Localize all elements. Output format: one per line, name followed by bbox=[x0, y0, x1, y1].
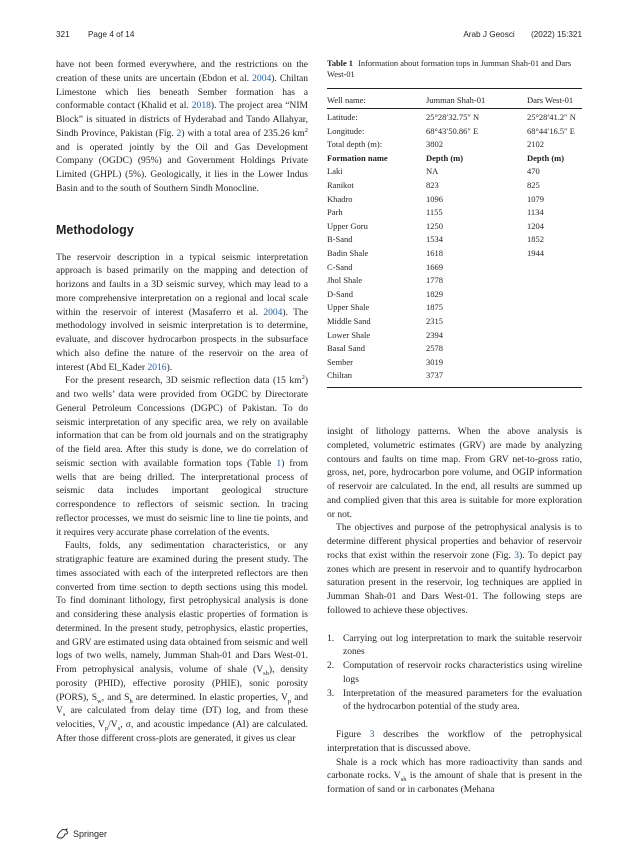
table-cell: 1669 bbox=[426, 261, 443, 272]
paragraph-right-2: The objectives and purpose of the petrophysical analysis is to determine different physical properties and behavior of reservoir rocks that exist within the reservoir zone (Fig. 3). To depict pay zones which are present in reservoir and to quantify hydrocarbon saturation present in the reservoir, log techniques are applied in Jumman Shah-01 and Dars West-01. The following steps are followed to achieve these objectives. bbox=[327, 522, 583, 616]
table-cell: 1944 bbox=[527, 247, 544, 258]
table-cell: Ranikot bbox=[327, 179, 354, 190]
table-cell: 68°44′16.5″ E bbox=[527, 125, 575, 136]
left-column bbox=[56, 58, 308, 746]
table-cell: 2394 bbox=[426, 329, 443, 340]
citation: (2022) 15:321 bbox=[531, 30, 582, 39]
table-row bbox=[327, 261, 582, 275]
table-cell: C-Sand bbox=[327, 261, 353, 272]
table-link[interactable]: 1 bbox=[276, 457, 282, 469]
paragraph-methodology-3: Faults, folds, any sedimentation characteristics, or any stratigraphic feature are examined during the present study. The times associated with each of the interpreted reflectors are then converted from time section to depth sections using this model. To find dominant lithology, first petrophysical analysis is done and considering these analysis elastic properties of formation is determined. In the present study, petrophysics, elastic properties, and GRV are estimated using data obtained from seismic and well logs of two wells, namely, Jumman Shah-01 and Dars West-01. From petrophysical analysis, volume of shale $(V_{sh})$, density porosity (PHID), effective porosity (PHIE), sonic porosity (PORS), $S_w$, and $S_h$ are determined. In elastic properties, $V_p$ and $V_s$ are calculated from delay time (DT) log, and from these velocities, $V_p/V_s$, σ, and acoustic impedance (AI) are calculated. After those different cross-plots are generated, it gives us clear bbox=[56, 540, 309, 744]
table-cell: Upper Goru bbox=[327, 220, 368, 231]
section-heading-methodology: Methodology bbox=[56, 222, 134, 237]
table-cell: 1618 bbox=[426, 247, 443, 258]
objectives-list bbox=[327, 632, 582, 715]
paragraph-right-4: Shale is a rock which has more radioactivity than sands and carbonate rocks. $V_{sh}$ is the amount of shale that is present in the formation of sand or in carbonates (Mehana bbox=[327, 756, 582, 795]
table-row bbox=[327, 342, 582, 356]
table-cell: Khadro bbox=[327, 193, 353, 204]
table-row bbox=[327, 179, 582, 193]
table-row bbox=[327, 220, 582, 234]
table-row bbox=[327, 315, 582, 329]
table-cell: NA bbox=[426, 166, 439, 177]
table-cell bbox=[527, 288, 582, 302]
table-cell: 68°43′50.86″ E bbox=[426, 125, 479, 136]
table-row bbox=[327, 274, 582, 288]
table-cell: 25°28′32.75″ N bbox=[426, 112, 480, 122]
table-cell: 1155 bbox=[426, 207, 443, 218]
table-row bbox=[327, 193, 582, 207]
table-cell: 825 bbox=[527, 179, 540, 190]
table-cell: 823 bbox=[426, 179, 439, 190]
publisher-name: Springer bbox=[73, 828, 108, 839]
table-cell bbox=[527, 261, 582, 275]
table-caption-text: Information about formation tops in Jumman Shah-01 and Dars West-01 bbox=[327, 59, 572, 79]
table-cell: Middle Sand bbox=[327, 315, 371, 326]
table-row bbox=[327, 288, 582, 302]
table-cell: 1534 bbox=[426, 234, 443, 245]
table-row bbox=[327, 369, 582, 383]
page-of: Page 4 of 14 bbox=[87, 30, 135, 39]
table-cell bbox=[527, 329, 582, 343]
publisher-footer bbox=[56, 828, 107, 839]
table-cell bbox=[527, 342, 582, 356]
table-cell: 3737 bbox=[426, 370, 443, 381]
table-cell: 1204 bbox=[527, 220, 544, 231]
table-cell: Badin Shale bbox=[327, 247, 369, 258]
table-cell: Jhol Shale bbox=[327, 275, 363, 286]
table-cell: D-Sand bbox=[327, 288, 353, 299]
figure-link[interactable]: 2 bbox=[176, 127, 182, 139]
table-cell: 1829 bbox=[426, 288, 443, 299]
table-cell: 2578 bbox=[426, 343, 443, 354]
table-formation-rows bbox=[327, 165, 582, 383]
table-row bbox=[327, 206, 582, 220]
table-info-row bbox=[327, 138, 582, 152]
list-number: 3. bbox=[327, 687, 335, 699]
list-text: Carrying out log interpretation to mark the suitable reservoir zones bbox=[343, 632, 582, 658]
table-cell: 3019 bbox=[426, 356, 443, 367]
ref-link[interactable]: 2004 bbox=[263, 306, 283, 318]
table-row bbox=[327, 329, 582, 343]
table-cell: Basal Sand bbox=[327, 343, 366, 354]
paragraph-right-1: insight of lithology patterns. When the above analysis is completed, volumetric estimates (GRV) are made by analyzing contours and faults on time map. From GRV net-to-gross ratio, gross, net, pore, hydrocarbon pore volume, and OGIP information of reservoir are calculated. In the end, all results are summed up and complied given that this area is suitable for more exploration or not. bbox=[327, 426, 582, 520]
table-info-row bbox=[327, 125, 582, 139]
table-header-row: Well name: Jumman Shah-01 Dars West-01 bbox=[327, 93, 582, 109]
table-info-row bbox=[327, 111, 582, 125]
table-cell bbox=[527, 301, 582, 315]
table-cell: 1134 bbox=[527, 207, 544, 218]
table-cell: Chiltan bbox=[327, 370, 353, 381]
table-1 bbox=[327, 58, 582, 388]
table-cell bbox=[527, 356, 582, 370]
paragraph-right-3: Figure 3 describes the workflow of the petrophysical interpretation that is discussed above. bbox=[327, 729, 583, 754]
list-item bbox=[327, 659, 582, 687]
table-cell: Sember bbox=[327, 356, 353, 367]
springer-horse-icon bbox=[56, 828, 69, 839]
table-cell bbox=[527, 369, 582, 383]
table-cell: Latitude: bbox=[327, 112, 358, 122]
ref-link[interactable]: 2018 bbox=[191, 100, 211, 112]
list-item bbox=[327, 632, 582, 660]
table-cell: 1096 bbox=[426, 193, 443, 204]
table-cell: Total depth (m): bbox=[327, 139, 383, 150]
table-cell: Lower Shale bbox=[327, 329, 371, 340]
ref-link[interactable]: 2016 bbox=[147, 361, 167, 373]
table-cell: 1852 bbox=[527, 234, 544, 245]
table-cell bbox=[527, 315, 582, 329]
table-row bbox=[327, 356, 582, 370]
table-info-rows bbox=[327, 111, 582, 152]
table-cell: 3802 bbox=[426, 139, 443, 150]
journal-name: Arab J Geosci bbox=[463, 30, 515, 39]
list-text: Interpretation of the measured parameters for the evaluation of the hydrocarbon potential of the study area. bbox=[343, 687, 582, 713]
table-cell: 2102 bbox=[527, 139, 544, 150]
table-body bbox=[327, 88, 582, 388]
header-left bbox=[56, 30, 150, 39]
table-row bbox=[327, 247, 582, 261]
table-cell bbox=[527, 274, 582, 288]
table-cell: 1778 bbox=[426, 275, 443, 286]
table-cell: 2315 bbox=[426, 315, 443, 326]
table-label: Table 1 bbox=[327, 59, 353, 68]
list-number: 2. bbox=[327, 660, 335, 671]
header-right bbox=[449, 30, 582, 39]
table-subheader-row: Formation name Depth (m) Depth (m) bbox=[327, 152, 565, 163]
table-cell: B-Sand bbox=[327, 234, 353, 245]
table-row bbox=[327, 165, 582, 179]
table-cell: 470 bbox=[527, 166, 540, 177]
figure-link[interactable]: 3 bbox=[369, 729, 375, 740]
ref-link[interactable]: 2004 bbox=[252, 72, 272, 84]
table-cell: 25°28′41.2″ N bbox=[527, 112, 576, 122]
table-cell: 1079 bbox=[527, 193, 544, 204]
paragraph-intro-continued: have not been formed everywhere, and the restrictions on the creation of these units are uncertain (Ebdon et al. 2004). Chiltan Limestone which lies beneath Sember formation has a conformable contact (Khalid et al. 2018). The project area “NIM Block” is situated in districts of Hyderabad and Tando Allahyar, Sindh Province, Pakistan (Fig. 2) with a total area of 235.26 $km^2$ and is operated jointly by the Oil and Gas Development Company (OGDC) (95%) and Government Holdings Private Limited (GHPL) (5%). Geologically, it lies in the Lower Indus Basin and to the south of Southern Sindh Monocline. bbox=[56, 59, 308, 194]
table-row bbox=[327, 301, 582, 315]
table-caption bbox=[327, 58, 582, 80]
table-cell: Laki bbox=[327, 166, 343, 177]
right-column bbox=[327, 425, 582, 797]
figure-link[interactable]: 3 bbox=[514, 549, 520, 561]
list-number: 1. bbox=[327, 632, 335, 644]
paragraph-methodology-2: For the present research, 3D seismic reflection data (15 $km^2$) and two wells’ data were provided from OGDC by Directorate General Petroleum Concessions (DGPC) of Pakistan. To do seismic interpretation of any specific area, we rely on available information that can be from old journals and on the stratigraphy of the field area. After this study is done, we do correlation of seismic section with available formation tops (Table 1) from wells that are being drilled. The interpretational process of seismic data includes important geological structure correspondence to reflectors of seismic section. In tracing reflector processes, we must do seismic line to line tie points, and it requires very accurate phase correlation of the events. bbox=[56, 374, 308, 538]
table-cell: 1875 bbox=[426, 302, 443, 313]
running-header bbox=[56, 30, 582, 44]
page-number: 321 bbox=[56, 30, 70, 39]
table-row bbox=[327, 233, 582, 247]
table-cell: 1250 bbox=[426, 220, 443, 231]
paragraph-methodology-1: The reservoir description in a typical seismic interpretation approach is based primarily on the mapping and detection of horizons and faults in a 3D seismic survey, which may lead to a more comprehensive interpretation on a regional and local scale within the reservoir of interest (Masaferro et al. 2004). The methodology involved in seismic interpretation is to determine, evaluate, and discover hydrocarbon prospects in the subsurface which also define the nature of the reservoir on the area of interest (Abd El_Kader 2016). bbox=[56, 251, 308, 373]
table-cell: Upper Shale bbox=[327, 302, 370, 313]
table-cell: Longitude: bbox=[327, 125, 365, 136]
table-cell: Parh bbox=[327, 207, 343, 218]
list-item bbox=[327, 687, 582, 715]
list-text: Computation of reservoir rocks characteristics using wireline logs bbox=[343, 660, 582, 685]
